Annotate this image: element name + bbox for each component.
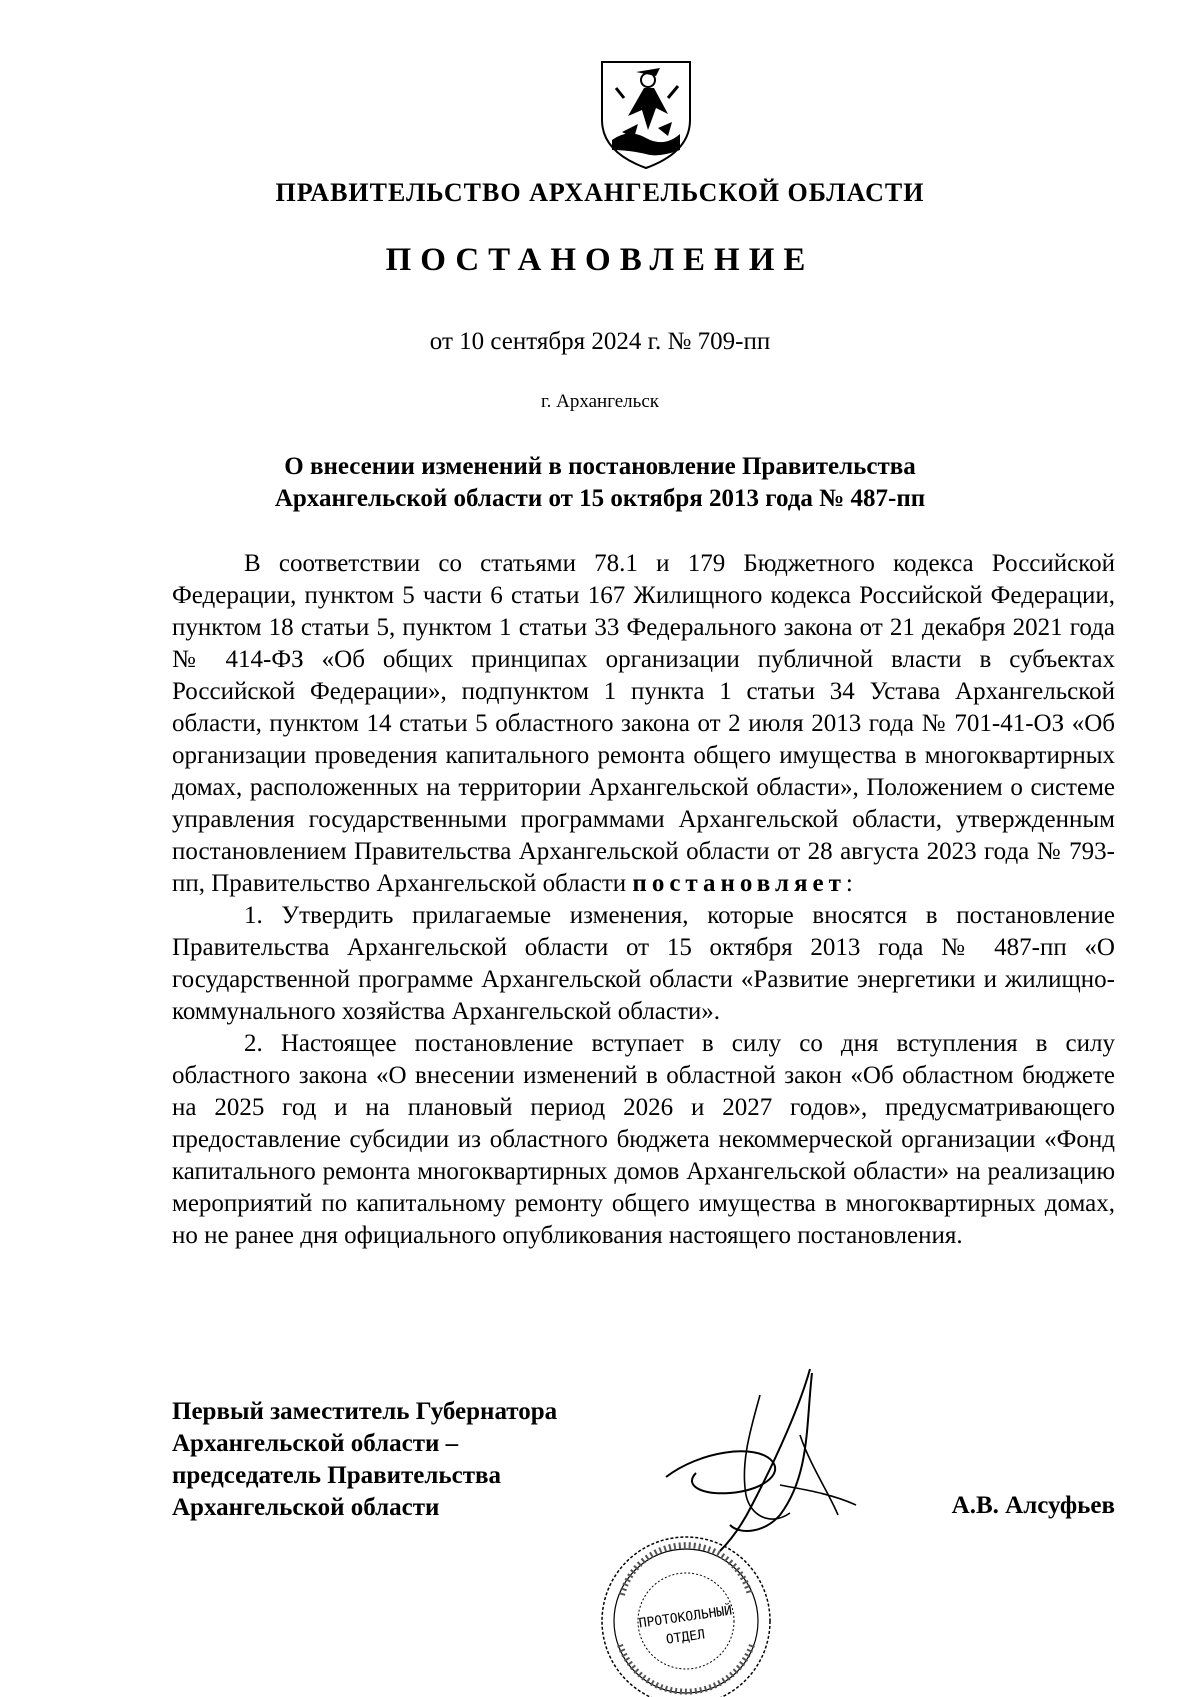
document-date-number: от 10 сентября 2024 г. № 709-пп bbox=[429, 328, 771, 355]
signatory-position-line4: Архангельской области bbox=[172, 1494, 440, 1521]
document-title-line1: О внесении изменений в постановление Правительства bbox=[284, 453, 916, 480]
stamp-center-line2: ОТДЕЛ bbox=[665, 1627, 706, 1648]
signatory-position-line3: председатель Правительства bbox=[172, 1462, 502, 1489]
signatory-position-line2: Архангельской области – bbox=[172, 1430, 459, 1457]
preamble-text: В соответствии со статьями 78.1 и 179 Бюджетного кодекса Российской Федерации, пунктом 5 части 6 статьи 167 Жилищного кодекса Российской Федерации, пунктом 18 статьи 5, пунктом 1 статьи 33 Федерального закона от 21 декабря 2021 года № 414-ФЗ «Об общих принципах организации публичной власти в субъектах Российской Федерации», подпунктом 1 пункта 1 статьи 34 Устава Архангельской области, пунктом 14 статьи 5 областного закона от 2 июля 2013 года № 701-41-ОЗ «Об организации проведения капитального ремонта общего имущества в многоквартирных домах, расположенных на территории Архангельской области», Положением о системе управления государственными программами Архангельской области, утвержденным постановлением Правительства Архангельской области от 28 августа 2023 года № 793-пп, Правительство Архангельской области bbox=[172, 550, 1115, 897]
item-2-paragraph: 2. Настоящее постановление вступает в силу со дня вступления в силу областного закона «О внесении изменений в областной закон «Об областном бюджете на 2025 год и на плановый период 2026 и 2027 годов», предусматривающего предоставление субсидии из областного бюджета некоммерческой организации «Фонд капитального ремонта многоквартирных домов Архангельской области» на реализацию мероприятий по капитальному ремонту общего имущества в многоквартирных домах, но не ранее дня официального опубликования настоящего постановления. bbox=[172, 1030, 1115, 1249]
preamble-paragraph bbox=[172, 548, 1115, 900]
document-city: г. Архангельск bbox=[540, 391, 659, 412]
organization-name: ПРАВИТЕЛЬСТВО АРХАНГЕЛЬСКОЙ ОБЛАСТИ bbox=[275, 178, 925, 207]
round-stamp bbox=[594, 1525, 774, 1697]
signatory-position bbox=[172, 1396, 557, 1524]
document-body bbox=[172, 548, 1115, 1252]
signatory-name: А.В. Алсуфьев bbox=[951, 1492, 1115, 1519]
coat-of-arms-icon bbox=[598, 58, 694, 170]
document-type: ПОСТАНОВЛЕНИЕ bbox=[385, 242, 815, 278]
signatory-position-line1: Первый заместитель Губернатора bbox=[172, 1398, 558, 1425]
decree-word: постановляет bbox=[632, 870, 846, 897]
document-title bbox=[200, 451, 1000, 515]
decree-colon: : bbox=[845, 870, 853, 897]
item-1-paragraph: 1. Утвердить прилагаемые изменения, которые вносятся в постановление Правительства Архангельской области от 15 октября 2013 года № 487-пп «О государственной программе Архангельской области «Развитие энергетики и жилищно-коммунального хозяйства Архангельской области». bbox=[172, 902, 1115, 1025]
stamp-center-line1: ПРОТОКОЛЬНЫЙ bbox=[637, 1603, 734, 1632]
document-title-line2: Архангельской области от 15 октября 2013 года № 487-пп bbox=[274, 485, 926, 512]
